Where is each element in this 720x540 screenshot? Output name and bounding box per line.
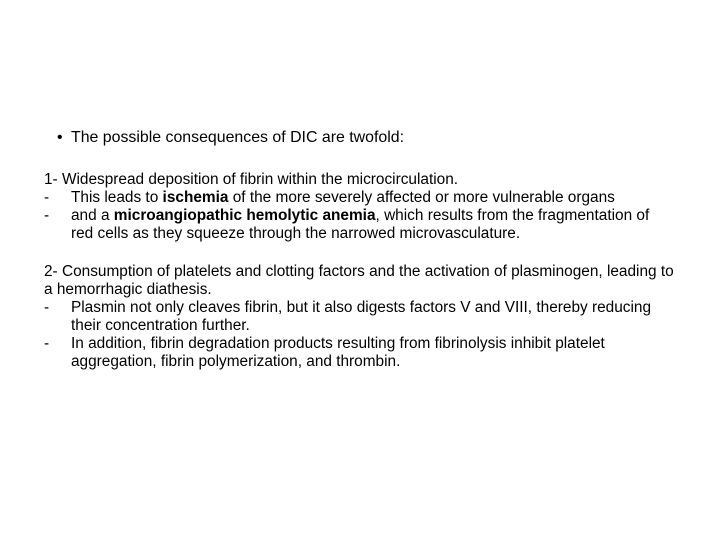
point-1: [44, 171, 674, 243]
dash-marker: -: [44, 299, 50, 316]
item-text-post: , which results from the fragmentation of red cells as they squeeze through the narrowed microvasculature.: [71, 207, 650, 242]
bullet-dot: •: [57, 129, 63, 146]
point-1-heading: 1- Widespread deposition of fibrin within the microcirculation.: [44, 171, 459, 188]
item-text-bold: microangiopathic hemolytic anemia: [113, 207, 376, 224]
item-text-pre: This leads to: [71, 189, 163, 206]
dash-marker: -: [44, 207, 50, 224]
point-2: [44, 263, 674, 371]
dash-marker: -: [44, 189, 50, 206]
item-text: In addition, fibrin degradation products resulting from fibrinolysis inhibit platelet aggregation, fibrin polymerization, and thrombin.: [71, 335, 605, 370]
slide-body: [44, 128, 674, 371]
item-text-bold: ischemia: [162, 189, 229, 206]
intro-bullet-item: [44, 128, 674, 148]
dash-marker: -: [44, 335, 50, 352]
item-text-pre: and a: [71, 207, 114, 224]
item-text: Plasmin not only cleaves fibrin, but it also digests factors V and VIII, thereby reducing their concentration further.: [71, 299, 652, 334]
item-text-post: of the more severely affected or more vulnerable organs: [228, 189, 615, 206]
intro-text: The possible consequences of DIC are twofold:: [71, 129, 405, 146]
point-2-item-2: [44, 335, 674, 371]
section-gap: [44, 243, 674, 263]
point-2-item-1: [44, 299, 674, 335]
point-1-item-2: [44, 207, 674, 243]
point-2-heading: 2- Consumption of platelets and clotting factors and the activation of plasminogen, leading to a hemorrhagic diathesis.: [44, 263, 674, 298]
point-1-item-1: [44, 189, 674, 207]
